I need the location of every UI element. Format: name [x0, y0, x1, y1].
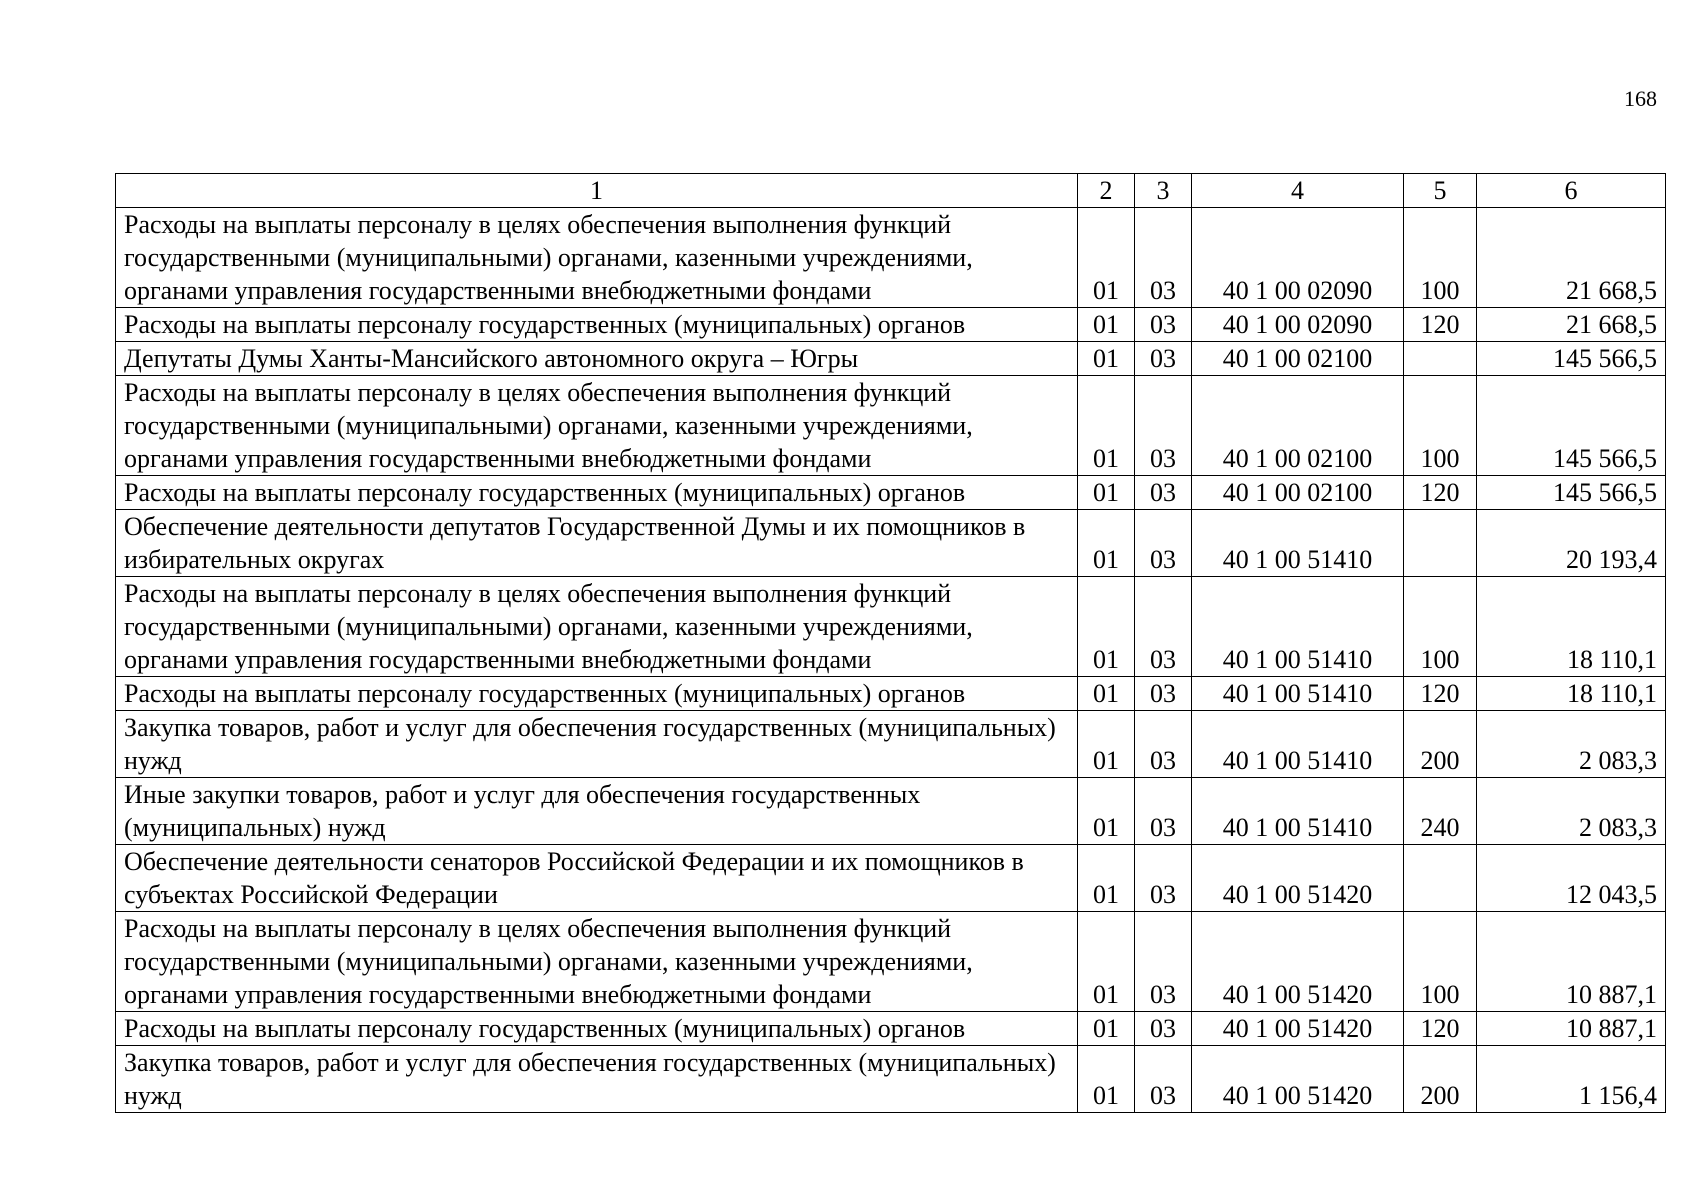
row-csr: 40 1 00 51420	[1192, 1046, 1404, 1113]
header-cell-5: 5	[1404, 174, 1477, 208]
row-vr: 100	[1404, 376, 1477, 476]
row-csr: 40 1 00 51410	[1192, 677, 1404, 711]
row-csr: 40 1 00 51420	[1192, 845, 1404, 912]
row-rz: 01	[1078, 308, 1135, 342]
row-csr: 40 1 00 02090	[1192, 208, 1404, 308]
row-rz: 01	[1078, 208, 1135, 308]
table-row	[116, 1012, 1666, 1046]
row-vr: 120	[1404, 308, 1477, 342]
row-pr: 03	[1135, 1046, 1192, 1113]
row-name: Расходы на выплаты персоналу в целях обеспечения выполнения функций государственными (муниципальными) органами, казенными учреждениями, органами управления государственными внебюджетными фондами	[116, 208, 1078, 308]
row-vr: 200	[1404, 711, 1477, 778]
row-rz: 01	[1078, 1046, 1135, 1113]
row-sum: 145 566,5	[1477, 342, 1666, 376]
header-row	[116, 174, 1666, 208]
row-csr: 40 1 00 51420	[1192, 1012, 1404, 1046]
row-vr: 100	[1404, 912, 1477, 1012]
row-csr: 40 1 00 51410	[1192, 711, 1404, 778]
row-vr: 120	[1404, 476, 1477, 510]
header-cell-1: 1	[116, 174, 1078, 208]
row-vr: 120	[1404, 1012, 1477, 1046]
row-sum: 10 887,1	[1477, 1012, 1666, 1046]
row-name: Иные закупки товаров, работ и услуг для обеспечения государственных (муниципальных) нужд	[116, 778, 1078, 845]
row-sum: 21 668,5	[1477, 208, 1666, 308]
row-name: Расходы на выплаты персоналу государственных (муниципальных) органов	[116, 677, 1078, 711]
table-row	[116, 1046, 1666, 1113]
row-csr: 40 1 00 02100	[1192, 376, 1404, 476]
row-vr: 100	[1404, 208, 1477, 308]
row-csr: 40 1 00 51410	[1192, 577, 1404, 677]
row-name: Расходы на выплаты персоналу в целях обеспечения выполнения функций государственными (муниципальными) органами, казенными учреждениями, органами управления государственными внебюджетными фондами	[116, 577, 1078, 677]
row-pr: 03	[1135, 1012, 1192, 1046]
row-pr: 03	[1135, 510, 1192, 577]
row-pr: 03	[1135, 208, 1192, 308]
row-sum: 21 668,5	[1477, 308, 1666, 342]
table-row	[116, 510, 1666, 577]
row-vr: 200	[1404, 1046, 1477, 1113]
row-pr: 03	[1135, 778, 1192, 845]
row-pr: 03	[1135, 376, 1192, 476]
row-sum: 2 083,3	[1477, 778, 1666, 845]
row-csr: 40 1 00 02100	[1192, 476, 1404, 510]
row-csr: 40 1 00 02090	[1192, 308, 1404, 342]
table-row	[116, 342, 1666, 376]
table-row	[116, 208, 1666, 308]
row-vr	[1404, 845, 1477, 912]
table-row	[116, 711, 1666, 778]
row-pr: 03	[1135, 577, 1192, 677]
table-row	[116, 376, 1666, 476]
row-pr: 03	[1135, 677, 1192, 711]
table-header	[116, 174, 1666, 208]
row-sum: 1 156,4	[1477, 1046, 1666, 1113]
row-pr: 03	[1135, 912, 1192, 1012]
row-sum: 18 110,1	[1477, 577, 1666, 677]
row-pr: 03	[1135, 342, 1192, 376]
row-rz: 01	[1078, 1012, 1135, 1046]
row-vr: 240	[1404, 778, 1477, 845]
row-rz: 01	[1078, 677, 1135, 711]
row-name: Расходы на выплаты персоналу государственных (муниципальных) органов	[116, 308, 1078, 342]
row-sum: 12 043,5	[1477, 845, 1666, 912]
header-cell-2: 2	[1078, 174, 1135, 208]
row-pr: 03	[1135, 476, 1192, 510]
row-csr: 40 1 00 51410	[1192, 510, 1404, 577]
table-row	[116, 845, 1666, 912]
row-rz: 01	[1078, 845, 1135, 912]
row-pr: 03	[1135, 711, 1192, 778]
row-rz: 01	[1078, 711, 1135, 778]
row-csr: 40 1 00 51420	[1192, 912, 1404, 1012]
row-rz: 01	[1078, 376, 1135, 476]
row-vr: 120	[1404, 677, 1477, 711]
row-pr: 03	[1135, 845, 1192, 912]
header-cell-6: 6	[1477, 174, 1666, 208]
row-sum: 18 110,1	[1477, 677, 1666, 711]
row-name: Закупка товаров, работ и услуг для обеспечения государственных (муниципальных) нужд	[116, 711, 1078, 778]
row-rz: 01	[1078, 778, 1135, 845]
row-name: Расходы на выплаты персоналу в целях обеспечения выполнения функций государственными (муниципальными) органами, казенными учреждениями, органами управления государственными внебюджетными фондами	[116, 912, 1078, 1012]
table-body	[116, 208, 1666, 1113]
row-name: Расходы на выплаты персоналу государственных (муниципальных) органов	[116, 476, 1078, 510]
row-name: Закупка товаров, работ и услуг для обеспечения государственных (муниципальных) нужд	[116, 1046, 1078, 1113]
table-row	[116, 476, 1666, 510]
row-name: Расходы на выплаты персоналу государственных (муниципальных) органов	[116, 1012, 1078, 1046]
header-cell-3: 3	[1135, 174, 1192, 208]
table-row	[116, 308, 1666, 342]
row-sum: 2 083,3	[1477, 711, 1666, 778]
page-number: 168	[1624, 86, 1657, 111]
budget-table	[115, 173, 1666, 1113]
row-rz: 01	[1078, 342, 1135, 376]
row-rz: 01	[1078, 577, 1135, 677]
row-vr	[1404, 342, 1477, 376]
table-row	[116, 577, 1666, 677]
table-row	[116, 677, 1666, 711]
row-rz: 01	[1078, 510, 1135, 577]
row-sum: 145 566,5	[1477, 376, 1666, 476]
row-name: Обеспечение деятельности депутатов Государственной Думы и их помощников в избирательных округах	[116, 510, 1078, 577]
row-name: Депутаты Думы Ханты-Мансийского автономного округа – Югры	[116, 342, 1078, 376]
row-vr	[1404, 510, 1477, 577]
row-rz: 01	[1078, 912, 1135, 1012]
row-csr: 40 1 00 51410	[1192, 778, 1404, 845]
row-vr: 100	[1404, 577, 1477, 677]
table-row	[116, 912, 1666, 1012]
row-pr: 03	[1135, 308, 1192, 342]
row-sum: 10 887,1	[1477, 912, 1666, 1012]
row-name: Обеспечение деятельности сенаторов Российской Федерации и их помощников в субъектах Российской Федерации	[116, 845, 1078, 912]
row-sum: 145 566,5	[1477, 476, 1666, 510]
header-cell-4: 4	[1192, 174, 1404, 208]
row-name: Расходы на выплаты персоналу в целях обеспечения выполнения функций государственными (муниципальными) органами, казенными учреждениями, органами управления государственными внебюджетными фондами	[116, 376, 1078, 476]
row-csr: 40 1 00 02100	[1192, 342, 1404, 376]
table-row	[116, 778, 1666, 845]
row-sum: 20 193,4	[1477, 510, 1666, 577]
row-rz: 01	[1078, 476, 1135, 510]
